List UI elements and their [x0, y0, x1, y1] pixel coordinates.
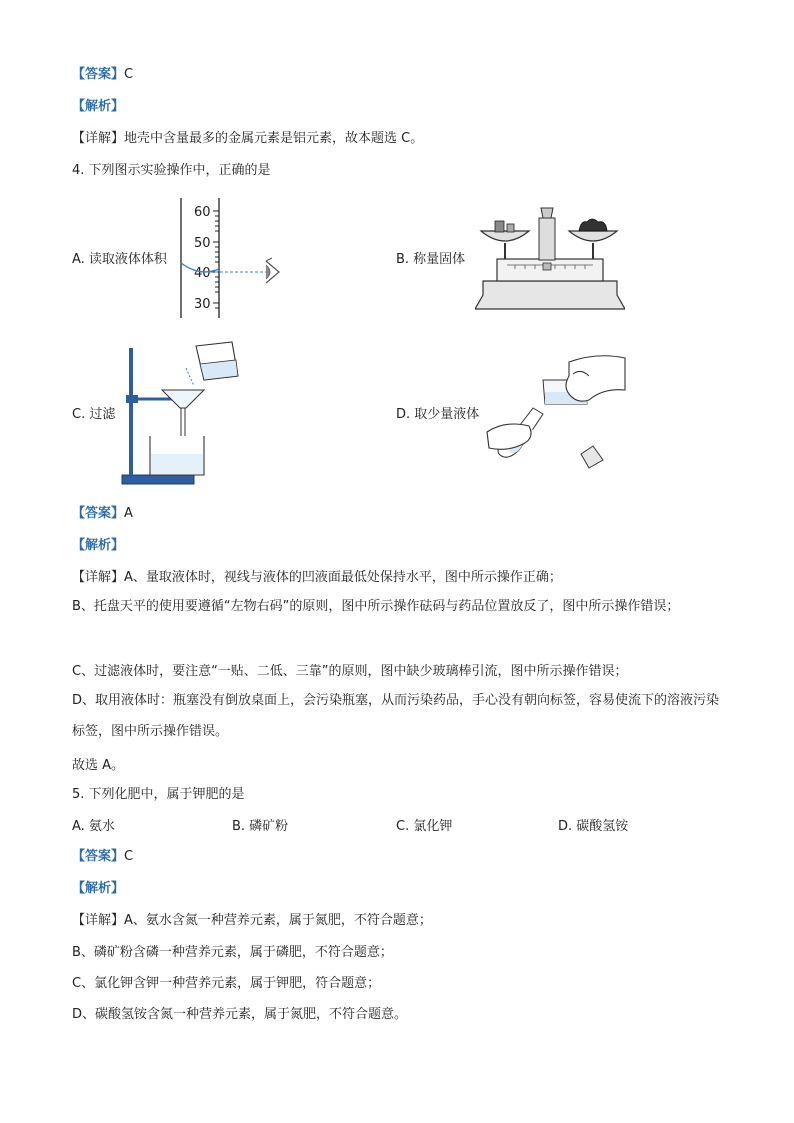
q5-option-c: C. 氯化钾 — [396, 819, 453, 834]
answer-label: 【答案】 — [72, 67, 125, 82]
tick-label-30: 30 — [194, 297, 211, 312]
q3-detail — [72, 130, 423, 148]
q5-answer — [72, 848, 133, 866]
q5-option-b: B. 磷矿粉 — [232, 819, 289, 834]
tick-label-40: 40 — [194, 266, 211, 281]
q4-answer — [72, 505, 133, 523]
q4-detail-c: C、过滤液体时，要注意“一贴、二低、三靠”的原则，图中缺少玻璃棒引流，图中所示操作错误； — [72, 664, 628, 679]
q5-stem: 5. 下列化肥中，属于钾肥的是 — [72, 787, 245, 802]
q4-option-b: B. 称量固体 — [396, 252, 466, 267]
q5-option-a: A. 氨水 — [72, 819, 115, 834]
tick-label-60: 60 — [194, 205, 211, 220]
q3-analysis-label: 【解析】 — [72, 99, 125, 114]
figure-cylinder-reading — [170, 195, 290, 320]
q4-detail-b: B、托盘天平的使用要遵循“左物右码”的原则，图中所示操作砝码与药品位置放反了，图中所示操作错误； — [72, 599, 680, 614]
q5-option-d: D. 碳酸氢铵 — [558, 819, 629, 834]
detail-label: 【详解】 — [72, 131, 125, 146]
answer-value: C — [124, 849, 134, 864]
answer-label: 【答案】 — [72, 849, 125, 864]
detail-label: 【详解】 — [72, 570, 125, 585]
detail-label: 【详解】 — [72, 913, 125, 928]
figure-balance — [475, 203, 625, 313]
q3-answer — [72, 66, 133, 84]
q4-analysis-label: 【解析】 — [72, 538, 125, 553]
figure-pour-liquid — [485, 350, 635, 480]
q5-detail-c: C、氯化钾含钾一种营养元素，属于钾肥，符合题意； — [72, 976, 381, 991]
q4-option-d: D. 取少量液体 — [396, 407, 480, 422]
answer-value: A — [124, 506, 133, 521]
eye-icon — [266, 258, 279, 283]
q5-detail-d: D、碳酸氢铵含氮一种营养元素，属于氮肥，不符合题意。 — [72, 1007, 408, 1022]
q5-detail-a: 【详解】A、氨水含氮一种营养元素，属于氮肥，不符合题意； — [72, 913, 432, 928]
detail-text: 地壳中含量最多的金属元素是铝元素，故本题选 C。 — [124, 131, 424, 146]
q4-stem: 4. 下列图示实验操作中，正确的是 — [72, 163, 271, 178]
q4-option-a: A. 读取液体体积 — [72, 252, 167, 267]
answer-value: C — [124, 67, 134, 82]
q4-conclusion: 故选 A。 — [72, 758, 125, 773]
answer-label: 【答案】 — [72, 506, 125, 521]
figure-filtration — [118, 338, 248, 490]
q4-option-c: C. 过滤 — [72, 407, 116, 422]
tick-label-50: 50 — [194, 236, 211, 251]
q5-analysis-label: 【解析】 — [72, 881, 125, 896]
q5-detail-b: B、磷矿粉含磷一种营养元素，属于磷肥，不符合题意； — [72, 945, 393, 960]
q4-detail-a: 【详解】A、量取液体时，视线与液体的凹液面最低处保持水平，图中所示操作正确； — [72, 570, 562, 585]
q4-detail-d: D、取用液体时：瓶塞没有倒放桌面上，会污染瓶塞，从而污染药品，手心没有朝向标签，容易使流下的溶液污染标签，图中所示操作错误。 — [72, 693, 720, 739]
